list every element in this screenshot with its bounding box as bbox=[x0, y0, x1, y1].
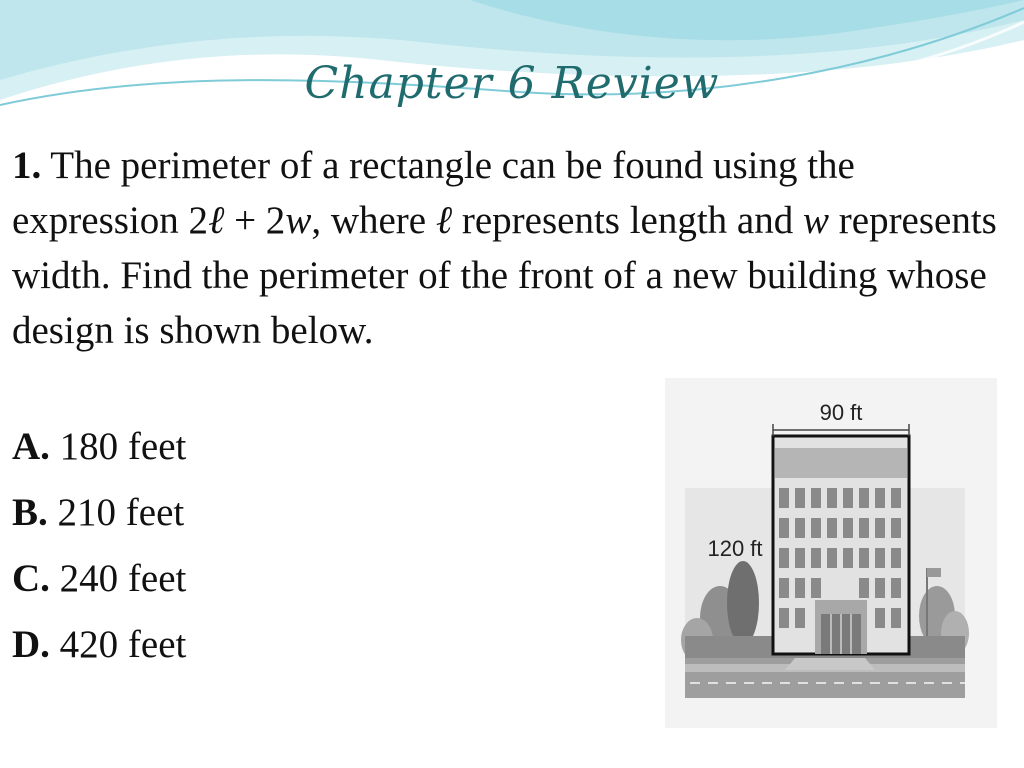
choice-text: 240 feet bbox=[49, 557, 187, 600]
choice-text: 420 feet bbox=[49, 623, 187, 666]
question-number: 1. bbox=[12, 144, 42, 187]
choice-text: 180 feet bbox=[49, 425, 187, 468]
question-part: + 2 bbox=[224, 199, 286, 242]
answer-choices bbox=[12, 416, 186, 680]
question-part: The perimeter of a rectangle can be found using the expression 2 bbox=[12, 144, 855, 242]
choice-letter: B. bbox=[12, 491, 48, 534]
choice-b[interactable] bbox=[12, 482, 186, 548]
choice-letter: A. bbox=[12, 425, 50, 468]
question-text bbox=[12, 138, 1012, 358]
height-dimension-label: 120 ft bbox=[707, 536, 763, 561]
ell-symbol: ℓ bbox=[208, 199, 225, 242]
choice-d[interactable] bbox=[12, 614, 186, 680]
w-symbol: w bbox=[285, 199, 312, 242]
choice-letter: D. bbox=[12, 623, 50, 666]
question-part: represents length and bbox=[452, 199, 803, 242]
building-figure bbox=[665, 378, 997, 728]
slide-title: Chapter 6 Review bbox=[304, 58, 720, 109]
choice-c[interactable] bbox=[12, 548, 186, 614]
ell-symbol: ℓ bbox=[435, 199, 453, 242]
question-part: , where bbox=[311, 199, 436, 242]
choice-a[interactable] bbox=[12, 416, 186, 482]
question-part: represents width. Find the perimeter of the front of a new building whose design is shown below. bbox=[12, 199, 997, 352]
w-symbol: w bbox=[803, 199, 830, 242]
width-dimension-label: 90 ft bbox=[819, 400, 863, 425]
choice-text: 210 feet bbox=[47, 491, 185, 534]
choice-letter: C. bbox=[12, 557, 50, 600]
